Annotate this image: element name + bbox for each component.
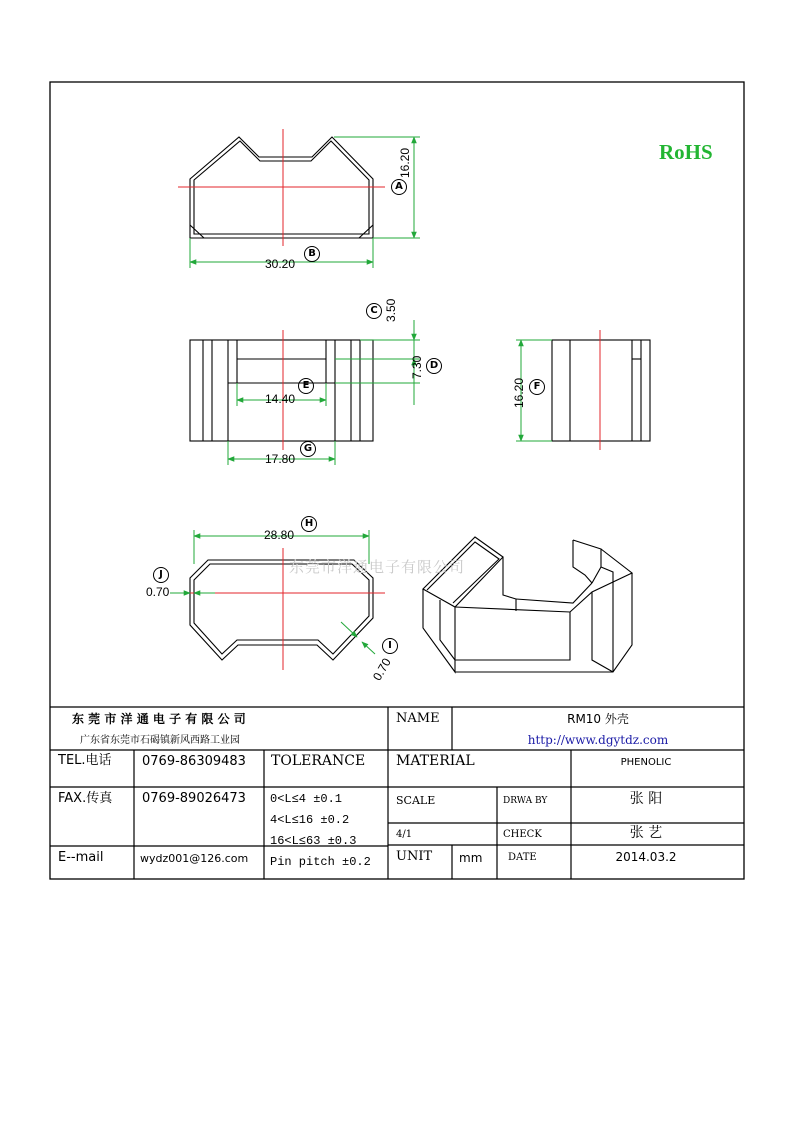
website-link[interactable]: http://www.dgytdz.com — [527, 733, 669, 747]
company-name: 东 莞 市 洋 通 电 子 有 限 公 司 — [72, 712, 246, 726]
scale-label: SCALE — [396, 794, 436, 807]
dimension-j-letter: J — [159, 569, 163, 580]
dimension-g-value: 17.80 — [265, 452, 296, 466]
fax-label: FAX.传真 — [58, 791, 113, 806]
email-label: E--mail — [58, 850, 104, 865]
dimension-e-letter: E — [302, 380, 310, 391]
dimension-a-letter: A — [395, 181, 403, 192]
name-label: NAME — [396, 711, 440, 726]
dimension-i-letter: I — [388, 640, 392, 651]
unit-value: mm — [459, 851, 483, 865]
scale-value: 4/1 — [396, 829, 413, 840]
dimension-h-value: 28.80 — [264, 528, 295, 542]
dimension-j-value: 0.70 — [146, 585, 170, 599]
check-label: CHECK — [503, 829, 542, 840]
drawn-by-label: DRWA BY — [503, 796, 548, 806]
date-label: DATE — [508, 852, 537, 863]
check-value: 张 艺 — [629, 825, 663, 841]
dimension-c-letter: C — [370, 305, 378, 316]
tolerance-line-3: 16<L≤63 ±0.3 — [270, 834, 357, 848]
fax-value: 0769-89026473 — [142, 791, 246, 806]
dimension-h-letter: H — [304, 518, 314, 529]
company-address: 广东省东莞市石碣镇新风西路工业园 — [80, 735, 240, 746]
drawn-by-value: 张 阳 — [629, 791, 663, 807]
material-value: PHENOLIC — [620, 757, 672, 768]
date-value: 2014.03.2 — [615, 850, 677, 864]
tel-label: TEL.电话 — [58, 753, 112, 768]
tel-value: 0769-86309483 — [142, 754, 246, 769]
dimension-d-value: 7.30 — [410, 355, 424, 379]
email-value: wydz001@126.com — [140, 852, 249, 865]
tolerance-line-1: 0<L≤4 ±0.1 — [270, 792, 343, 806]
dimension-d-letter: D — [429, 360, 439, 371]
dimension-c-value: 3.50 — [384, 298, 398, 322]
dimension-f-value: 16.20 — [512, 377, 526, 408]
dimension-b-value: 30.20 — [265, 257, 296, 271]
dimension-f-letter: F — [533, 381, 541, 392]
company-watermark: 东莞市洋通电子有限公司 — [289, 558, 466, 576]
dimension-e-value: 14.40 — [265, 392, 296, 406]
material-label: MATERIAL — [396, 753, 475, 769]
tolerance-label: TOLERANCE — [271, 753, 366, 769]
dimension-g-letter: G — [303, 443, 313, 454]
rohs-mark: RoHS — [659, 140, 713, 164]
tolerance-line-4: Pin pitch ±0.2 — [270, 855, 371, 869]
dimension-a-value: 16.20 — [398, 147, 412, 178]
dimension-b-letter: B — [308, 248, 316, 259]
dimension-i-value: 0.70 — [370, 655, 394, 683]
tolerance-line-2: 4<L≤16 ±0.2 — [270, 813, 350, 827]
part-name: RM10 外壳 — [567, 712, 629, 726]
unit-label: UNIT — [396, 849, 433, 864]
